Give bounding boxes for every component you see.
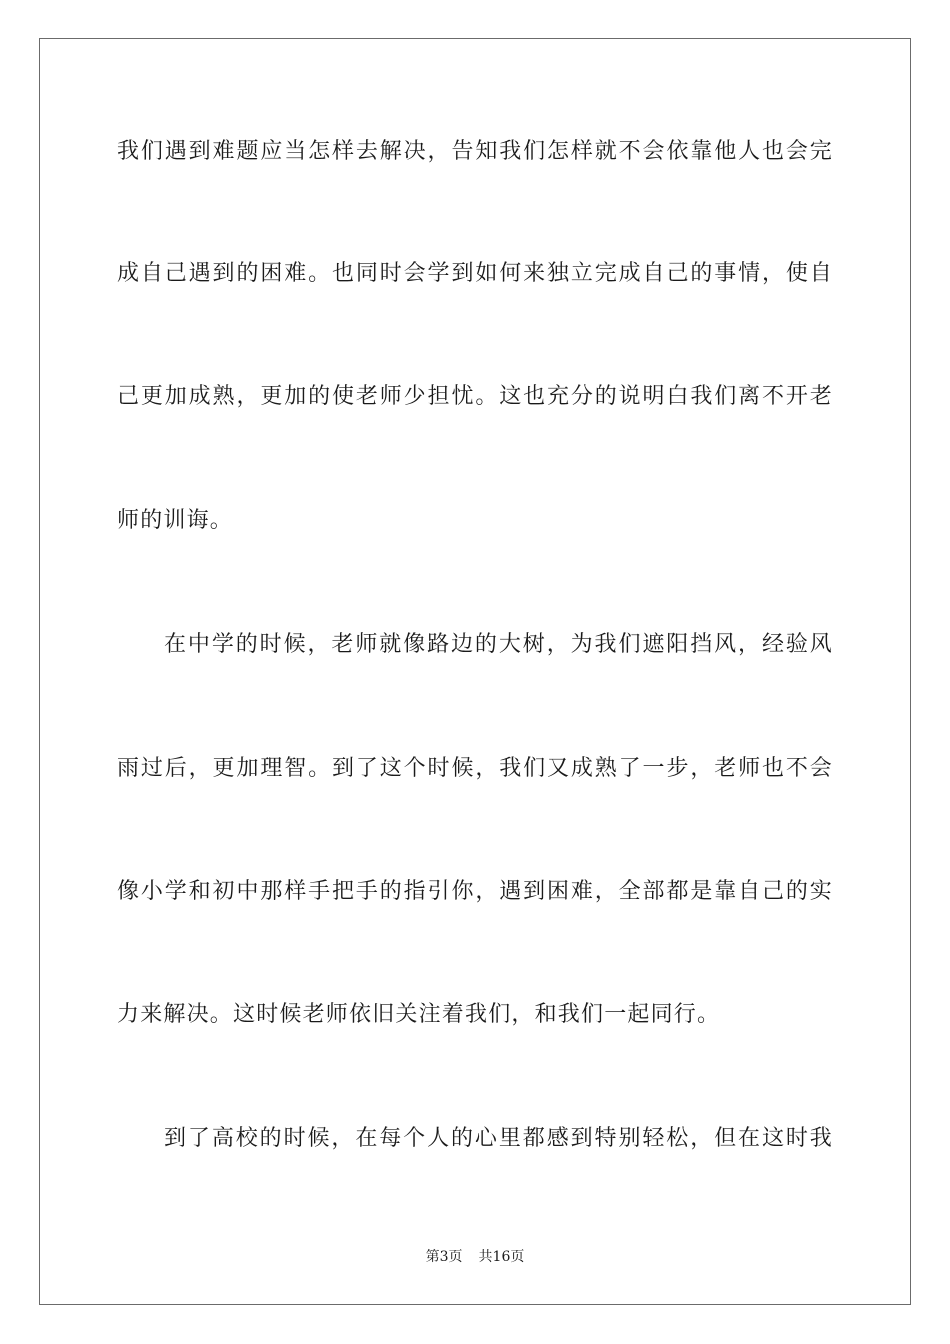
page-footer — [0, 1247, 950, 1267]
paragraph-line-8: 力来解决。这时候老师依旧关注着我们，和我们一起同行。 — [117, 1002, 721, 1027]
page-border — [39, 38, 911, 1305]
paragraph-line-4: 师的训诲。 — [117, 508, 234, 533]
paragraph-line-1: 我们遇到难题应当怎样去解决，告知我们怎样就不会依靠他人也会完 — [117, 139, 833, 164]
paragraph-line-9: 到了高校的时候，在每个人的心里都感到特别轻松，但在这时我 — [164, 1126, 833, 1151]
paragraph-line-6: 雨过后，更加理智。到了这个时候，我们又成熟了一步，老师也不会 — [117, 756, 833, 781]
paragraph-line-5: 在中学的时候，老师就像路边的大树，为我们遮阳挡风，经验风 — [164, 632, 833, 657]
paragraph-line-3: 己更加成熟，更加的使老师少担忧。这也充分的说明白我们离不开老 — [117, 384, 833, 409]
page-number: 第3页 — [425, 1249, 463, 1265]
paragraph-line-7: 像小学和初中那样手把手的指引你，遇到困难，全部都是靠自己的实 — [117, 879, 833, 904]
page-total: 共16页 — [478, 1249, 525, 1265]
paragraph-line-2: 成自己遇到的困难。也同时会学到如何来独立完成自己的事情，使自 — [117, 261, 833, 286]
